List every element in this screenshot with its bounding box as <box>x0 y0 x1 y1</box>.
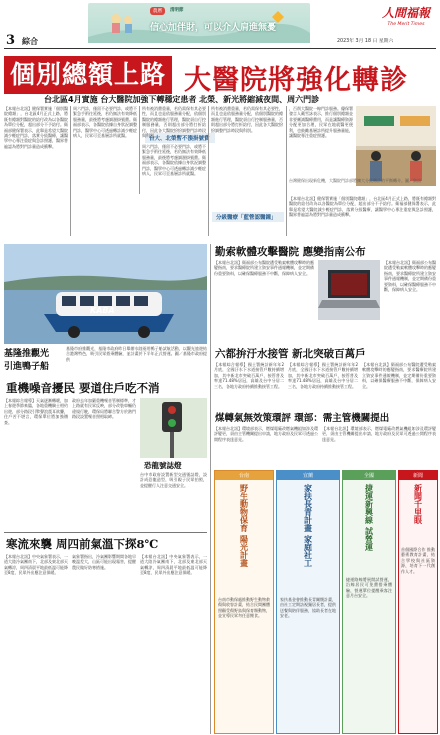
sewer-text-2: 【本報綜合報導】國土署統計新年年2月底，全國汙水下水道接管戶數持續增加，其中新北市突破百萬戶，接管普及率達71.48%居冠，高雄及台中分居二三名，各地方政府持續推動接管工程。 <box>288 362 358 389</box>
box-title: 捷運新興線 試營運 <box>364 484 374 551</box>
boat-caption-line-2: 引進鴨子船 <box>4 362 50 372</box>
newspaper-logo <box>376 4 436 34</box>
lead-photo <box>356 106 436 186</box>
box-text: 捷運路線將展開試營運，沿線居民可免費搭乘體驗，營運單位提醒乘客注意月台安全。 <box>346 577 392 599</box>
column-rule <box>208 106 209 236</box>
banner-badge <box>150 7 165 15</box>
sewer-headline: 六都拚汙水接管 新北突破百萬戶 <box>215 348 366 360</box>
issue-date: 2023年 3月 18 日 星期六 <box>337 39 394 44</box>
hospital-counter-illustration <box>356 106 436 186</box>
box-tag <box>215 471 273 480</box>
boat-caption-box <box>4 346 62 376</box>
box-tag <box>399 471 437 480</box>
section-label: 綜合 <box>22 37 38 46</box>
lead-headline-block <box>4 54 436 106</box>
coal-gas-text-2: 【本報台北訊】環境部表示，燃煤電廠改燃氣機組如涉及環評變更，須由主管機關提出申請，地方政府及民眾可透過公開程序表達意見。 <box>322 426 436 442</box>
weather-text-2: 氣象署指出，冷氣團影響期間各地早晚溫差大，山區可能出現霜害，提醒農民做好防寒措施。 <box>72 554 136 570</box>
box-title: 野生動物保育 陽光計畫 <box>239 484 249 567</box>
lead-photo-caption: 台灣健保出現新危機，大醫院門診部將擴大分級轉診的平衡轉介。圖／資訊 <box>289 178 421 183</box>
box-tag <box>343 471 395 480</box>
lead-col-6: 【本報台北訊】健保署實施「個別醫院總額」，台北區4月正式上路，將既有總額對醫院的給付改為以各醫院為單位分配，超出部分不予給付。衛福部健保署表示，此舉是希望大醫院減少輕症門診，落實分級醫療，讓醫學中心專注重症與急診照護，醫界普遍認為將對門診量造成衝擊。 <box>289 196 436 218</box>
lead-box-head-1-text: 台大、北榮暫不漲掛號費 <box>149 136 210 142</box>
weather-text-3: 【本報台北訊】中央氣象署表示，一道大陸冷氣團南下，北部及東北部天氣轉涼，周四清晨平地最低溫可能降至8度，民眾外出應注意保暖。 <box>140 554 207 576</box>
boat-caption-line-1: 基隆推觀光 <box>4 349 50 359</box>
box-tag-text: 宜蘭 <box>302 473 313 479</box>
lead-col-3b: 周六門診，僅留不必要門診，或將不緊急手術往延後，若仍無法有效降低服務量，最後將考慮調漲掛號費。衛福部表示，各醫院依據自身狀況調整門診，醫學中心可透過轉診減少輕症病人，民眾可至基層診所就醫。 <box>142 144 206 177</box>
laptop-illustration <box>318 260 380 320</box>
dinosaur-signal-illustration <box>140 398 207 458</box>
lead-subhead: 台北區4月實施 台大醫院加強下轉穩定患者 北榮、新光將縮減夜間、周六門診 <box>44 95 320 104</box>
sewer-text-3: 【本報台北訊】衛福部公布醫院遭受勒索軟體攻擊時的應變指南，要求醫療院所建立資安事件通報機制，並定期備份重要資料，以確保醫療服務不中斷，保障病人安全。 <box>362 362 436 389</box>
regional-box-tainan <box>214 470 274 734</box>
noise-text-1: 【本報綜合報導】天氣逐漸轉暖，加上春遊季節來臨，各地重機騎士相約出遊，部分路段引擎聲浪震耳欲聾，住戶苦不堪言，環保單位將加強稽查。 <box>4 398 68 425</box>
box-text: 首個國際合作 推動藝術教育計畫，結合學校與社區資源，培育下一代創作人才。 <box>401 547 435 574</box>
box-tag-text: 新聞 <box>412 473 423 479</box>
column-rule <box>70 106 71 236</box>
boat-label: KABA <box>90 306 115 315</box>
traffic-light-text: 台中市政府設置新型交通號誌燈，設計成恐龍造型，吸引親子民眾拍照，並提醒行人注意交通安全。 <box>140 472 207 488</box>
masthead-banner <box>88 3 310 43</box>
news-box-special <box>398 470 438 734</box>
masthead <box>0 0 440 56</box>
lead-col-2: 周六門診，僅留不必要門診，或將不緊急手術往延後，若仍無法有效降低服務量，最後將考慮調漲掛號費。衛福部表示，各醫院依據自身狀況調整門診，醫學中心可透過轉診減少輕症病人，民眾可至基層診所就醫。 <box>73 106 137 139</box>
coal-gas-headline: 煤轉氣無效策環評 環部：需主管機關提出 <box>215 413 390 424</box>
box-title: 新聞千里眼 <box>413 484 423 524</box>
noise-headline: 重機噪音擾民 要道住戶吃不消 <box>6 381 160 395</box>
traffic-light-photo <box>140 398 207 458</box>
ransomware-photo <box>318 260 380 320</box>
coal-gas-text-1: 【本報台北訊】環境部表示，燃煤電廠改燃氣機組如涉及環評變更，須由主管機關提出申請，地方政府及民眾可透過公開程序表達意見。 <box>214 426 318 442</box>
box-tag-text: 台南 <box>238 473 249 479</box>
ransomware-text-1: 【本報台北訊】衛福部公布醫院遭受勒索軟體攻擊時的應變指南，要求醫療院所建立資安事件通報機制，並定期備份重要資料，以確保醫療服務不中斷，保障病人安全。 <box>214 260 314 276</box>
lead-box-head-2-text: 分級醫療「藍營認醫鐘」 <box>216 215 277 221</box>
lead-headline-right: 大醫院將強化轉診 <box>184 65 408 96</box>
lead-headline-left-text: 個別總額上路 <box>9 60 166 89</box>
box-title: 家扶長青計畫 家庭社工 <box>303 484 313 567</box>
masthead-rule <box>4 48 436 49</box>
logo-english: The Merit Times <box>387 22 425 27</box>
lead-headline-left <box>4 56 172 94</box>
box-tag-text: 全國 <box>363 473 374 479</box>
logo-chinese: 人間福報 <box>381 6 430 20</box>
page-number: 3 <box>6 33 16 48</box>
banner-subtitle: 清明節 <box>170 8 184 13</box>
ransomware-headline: 勤索軟體攻擊醫院 應變指南公布 <box>215 246 366 258</box>
box-text: 台南市動保處推動野生動物救傷與收容計畫，結合民間團體照顧受傷野鳥與保育類動物，並宣導民眾勿任意餵食。 <box>218 597 270 619</box>
column-rule <box>210 244 211 734</box>
lead-col-5: ，百削大醫院一線門診服務。優保署發言人戴雪詠表示，推行個別總額並非要刪減醫療費用，而是讓醫療資源分配更加合理，民眾在地就醫更便利，也鼓勵基層診所提升服務量能，讓醫院專注重症照護。 <box>289 106 353 139</box>
weather-headline: 寒流來襲 周四前氣溫下探8℃ <box>6 537 159 551</box>
noise-text-2: 政府去年加嚴重機噪音管制標準，才上路就有民眾反映，部分改裝車輛仍違規行駛，環保局將聯合警方於熱門路段設置噪音照相取締。 <box>72 398 136 420</box>
lead-col-1: 【本報台北訊】健保署實施「個別醫院總額」，台北區4月正式上路，將既有總額對醫院的給付改為以各醫院為單位分配，超出部分不予給付。衛福部健保署表示，此舉是希望大醫院減少輕症門診，落實分級醫療，讓醫學中心專注重症與急診照護，醫界普遍認為將對門診量造成衝擊。 <box>4 106 68 149</box>
weather-text-1: 【本報台北訊】中央氣象署表示，一道大陸冷氣團南下，北部及東北部天氣轉涼，周四清晨平地最低溫可能降至8度，民眾外出應注意保暖。 <box>4 554 68 576</box>
banner-badge-text: 農曆 <box>153 9 162 14</box>
sewer-text-1: 【本報綜合報導】國土署統計新年年2月底，全國汙水下水道接管戶數持續增加，其中新北市突破百萬戶，接管普及率達71.48%居冠，高雄及台中分居二三名，各地方政府持續推動接管工程。 <box>214 362 284 389</box>
boat-photo <box>4 244 207 344</box>
ransomware-text-2: 【本報台北訊】衛福部公布醫院遭受勒索軟體攻擊時的應變指南，要求醫療院所建立資安事件通報機制，並定期備份重要資料，以確保醫療服務不中斷，保障病人安全。 <box>384 260 436 293</box>
boat-caption-text: 基隆市府推觀光，基隆市政府昨日舉辦水陸兩用鴨子船試航活動，以觀光旅遊結合港灣特色，吸引民眾搭乘體驗，並計畫於下半年正式營運。圖／基隆市政府提供 <box>66 346 207 362</box>
box-tag <box>277 471 339 480</box>
banner-headline: 信心加伴財，可以介人肩進無憂 <box>150 23 277 33</box>
lead-box-head-2 <box>212 212 284 222</box>
regional-box-national <box>342 470 396 734</box>
lead-col-4: 所有被消費重量，若仍需保有其必要性，而且也是依服務量分配，依個別醫院的總額進行管理，醫院須自行控制服務量，否則超出部分將打折給付，因此各大醫院紛紛調整門診時段與科別。 <box>211 106 283 133</box>
column-rule <box>139 106 140 194</box>
boat-illustration <box>4 244 207 344</box>
traffic-light-label: 恐龍號誌燈 <box>144 461 182 470</box>
regional-box-yilan <box>276 470 340 734</box>
column-rule <box>286 106 287 236</box>
section-rule <box>4 532 207 533</box>
lead-col-3: 所有被消費重量，若仍需保有其必要性，而且也是依服務量分配，依個別醫院的總額進行管理，醫院須自行控制服務量，否則超出部分將打折給付，因此各大醫院紛紛調整門診時段與科別。 <box>142 106 206 139</box>
box-text: 家扶基金會推動長青關懷計畫，由社工定期訪視獨居長者，提供送餐與陪伴服務，協助長者在地安老。 <box>280 597 336 619</box>
